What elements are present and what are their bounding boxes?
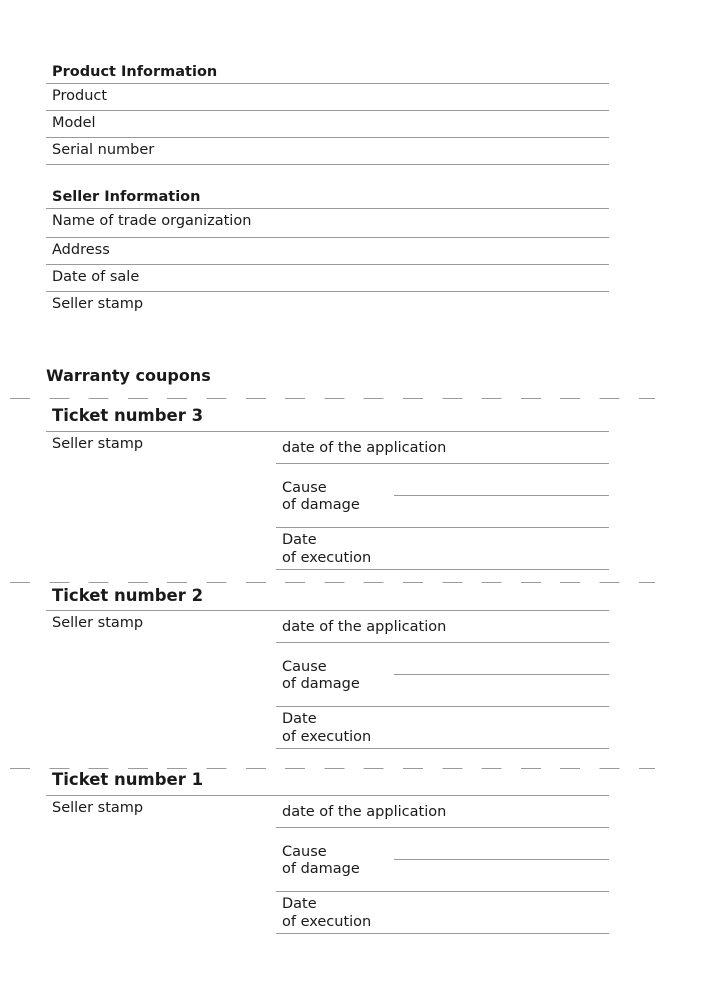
field-serial-number: Serial number — [52, 142, 155, 158]
cause-write-line — [394, 495, 609, 496]
cause-write-line — [394, 674, 609, 675]
cause-of-damage-label-1: Cause — [282, 659, 327, 675]
divider — [46, 208, 609, 209]
field-model: Model — [52, 115, 96, 131]
cause-of-damage-label-1: Cause — [282, 480, 327, 496]
cut-line — [10, 768, 655, 769]
divider — [46, 264, 609, 265]
cut-line — [10, 398, 655, 399]
divider — [46, 610, 609, 611]
cut-line — [10, 582, 655, 583]
cause-of-damage-label-2: of damage — [282, 861, 360, 877]
date-of-application-label: date of the application — [282, 619, 447, 635]
seller-info-heading: Seller Information — [52, 189, 201, 205]
warranty-coupons-heading: Warranty coupons — [46, 366, 211, 385]
divider — [46, 795, 609, 796]
divider — [46, 237, 609, 238]
cause-of-damage-label-1: Cause — [282, 844, 327, 860]
field-address: Address — [52, 242, 110, 258]
ticket-title: Ticket number 3 — [52, 406, 204, 425]
product-info-heading: Product Information — [52, 64, 218, 80]
divider — [276, 463, 609, 464]
date-of-execution-label-2: of execution — [282, 914, 372, 930]
cause-write-line — [394, 859, 609, 860]
divider — [276, 642, 609, 643]
date-of-application-label: date of the application — [282, 804, 447, 820]
date-of-application-label: date of the application — [282, 440, 447, 456]
field-trade-organization: Name of trade organization — [52, 213, 252, 229]
divider — [46, 291, 609, 292]
date-of-execution-label-1: Date — [282, 532, 317, 548]
divider — [276, 827, 609, 828]
divider — [46, 110, 609, 111]
divider — [46, 431, 609, 432]
field-date-of-sale: Date of sale — [52, 269, 140, 285]
divider — [46, 137, 609, 138]
date-of-execution-label-2: of execution — [282, 550, 372, 566]
divider — [276, 933, 609, 934]
ticket-title: Ticket number 1 — [52, 770, 204, 789]
cause-of-damage-label-2: of damage — [282, 497, 360, 513]
divider — [276, 891, 609, 892]
date-of-execution-label-1: Date — [282, 896, 317, 912]
divider — [276, 527, 609, 528]
divider — [276, 706, 609, 707]
date-of-execution-label-1: Date — [282, 711, 317, 727]
ticket-title: Ticket number 2 — [52, 586, 204, 605]
date-of-execution-label-2: of execution — [282, 729, 372, 745]
field-seller-stamp: Seller stamp — [52, 296, 144, 312]
divider — [276, 569, 609, 570]
field-product: Product — [52, 88, 108, 104]
ticket-seller-stamp: Seller stamp — [52, 436, 144, 452]
ticket-seller-stamp: Seller stamp — [52, 615, 144, 631]
ticket-seller-stamp: Seller stamp — [52, 800, 144, 816]
divider — [276, 748, 609, 749]
divider — [46, 164, 609, 165]
divider — [46, 83, 609, 84]
cause-of-damage-label-2: of damage — [282, 676, 360, 692]
